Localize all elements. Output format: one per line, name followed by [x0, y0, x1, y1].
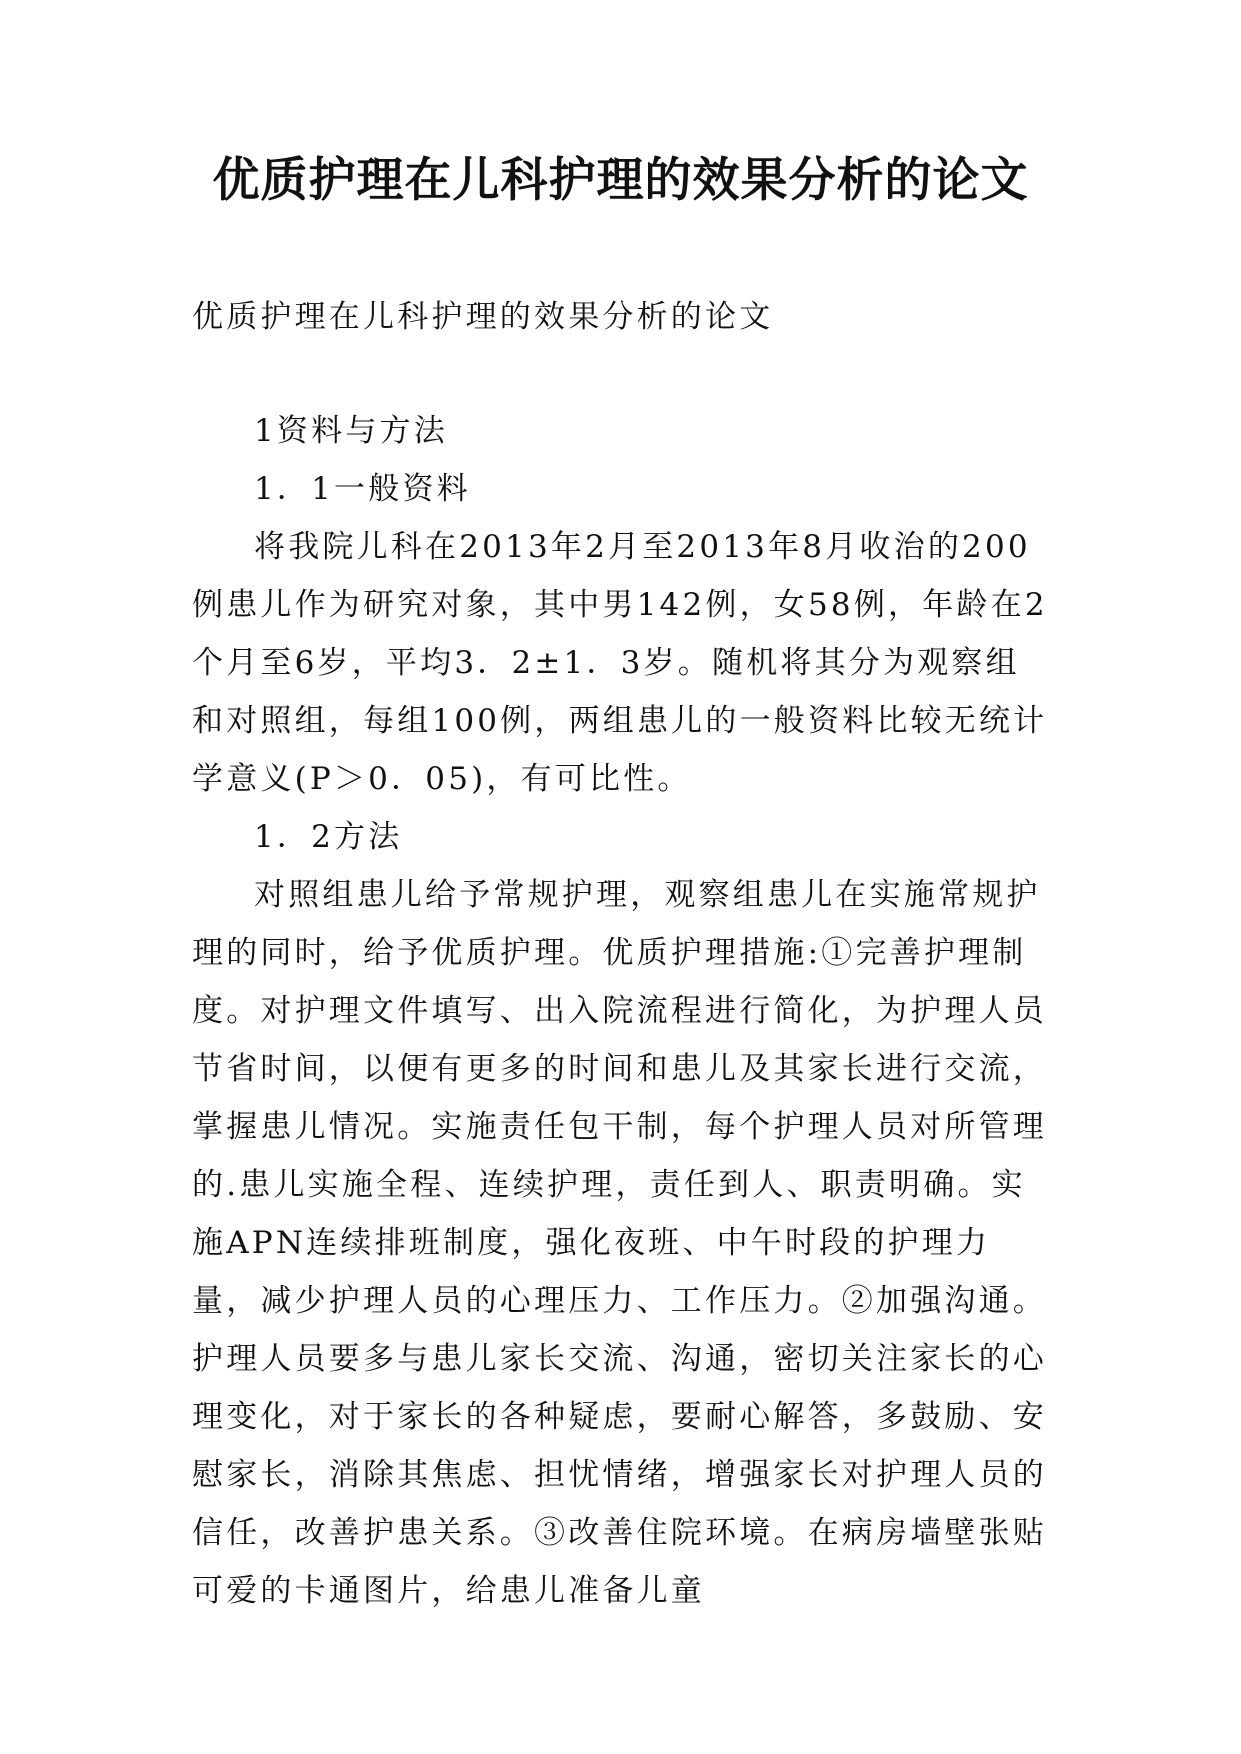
section-heading-1: 1资料与方法 [254, 413, 448, 449]
methods-paragraph: 对照组患儿给予常规护理，观察组患儿在实施常规护理的同时，给予优质护理。优质护理措施:①完善护理制度。对护理文件填写、出入院流程进行简化，为护理人员节省时间，以便有更多的时间和患儿及其家长进行交流，掌握患儿情况。实施责任包干制，每个护理人员对所管理的.患儿实施全程、连续护理，责任到人、职责明确。实施APN连续排班制度，强化夜班、中午时段的护理力量，减少护理人员的心理压力、工作压力。②加强沟通。护理人员要多与患儿家长交流、沟通，密切关注家长的心理变化，对于家长的各种疑虑，要耐心解答，多鼓励、安慰家长，消除其焦虑、担忧情绪，增强家长对护理人员的信任，改善护患关系。③改善住院环境。在病房墙壁张贴可爱的卡通图片，给患儿准备儿童 [192, 877, 1047, 1609]
general-information-paragraph: 将我院儿科在2013年2月至2013年8月收治的200例患儿作为研究对象，其中男142例，女58例，年龄在2个月至6岁，平均3．2±1．3岁。随机将其分为观察组和对照组，每组100例，两组患儿的一般资料比较无统计学意义(P＞0．05)，有可比性。 [192, 529, 1048, 797]
section-heading-1-2: 1．2方法 [254, 819, 403, 855]
document-subtitle: 优质护理在儿科护理的效果分析的论文 [192, 299, 774, 335]
document-title: 优质护理在儿科护理的效果分析的论文 [212, 153, 1029, 208]
section-heading-1-1: 1．1一般资料 [254, 471, 471, 507]
